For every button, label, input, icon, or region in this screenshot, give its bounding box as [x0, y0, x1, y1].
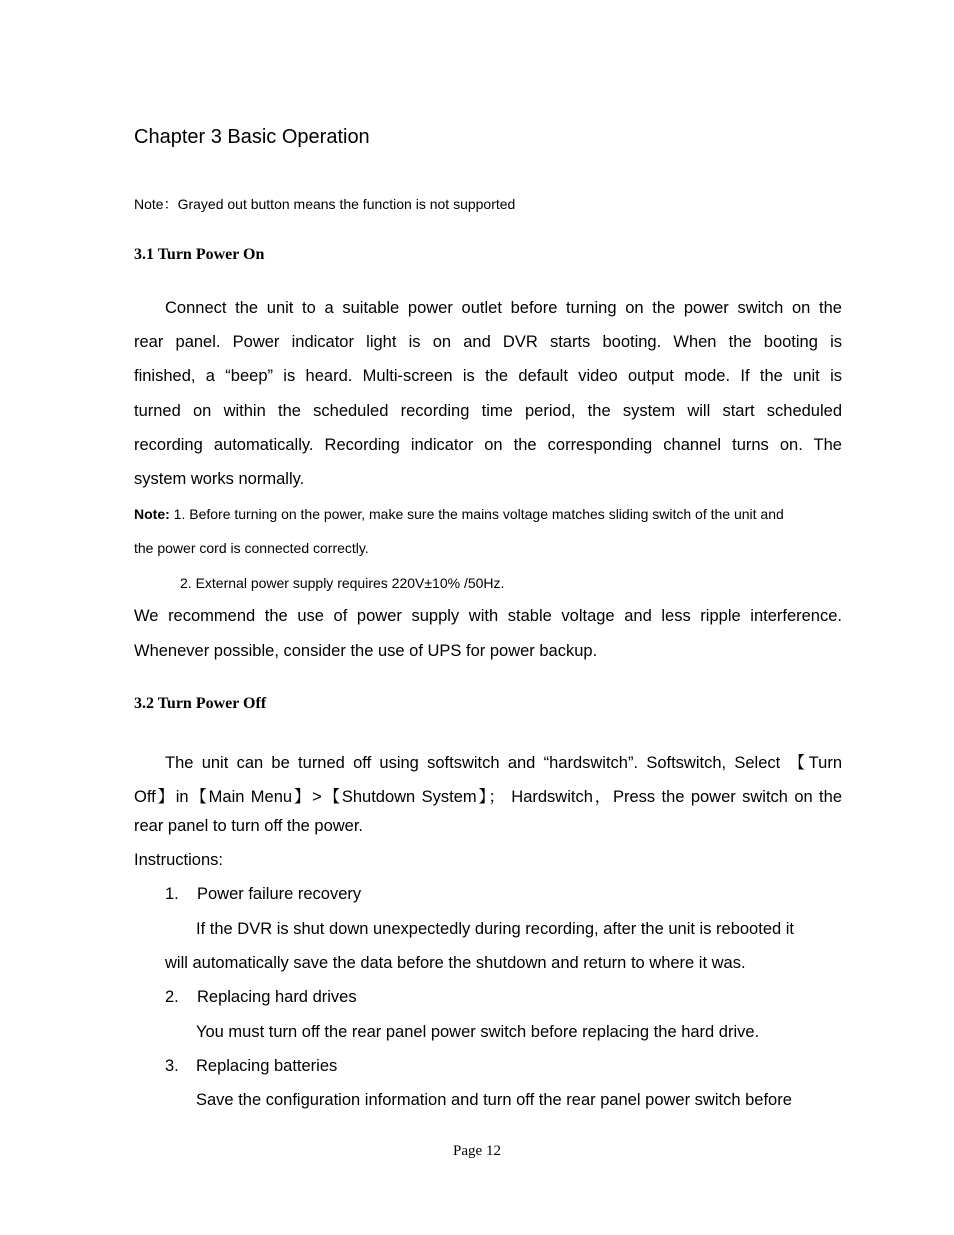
- section-heading-3-1: 3.1 Turn Power On: [134, 246, 265, 263]
- paragraph-line: Connect the unit to a suitable power outlet before turning on the power switch on the: [165, 299, 842, 317]
- paragraph-line: system works normally.: [134, 470, 305, 488]
- paragraph-line: turned on within the scheduled recording time period, the system will start scheduled: [134, 402, 842, 420]
- recommend-line: Whenever possible, consider the use of UPS for power backup.: [134, 642, 598, 660]
- list-item-body: If the DVR is shut down unexpectedly during recording, after the unit is rebooted it: [196, 920, 795, 938]
- page-number: Page 12: [453, 1143, 501, 1159]
- instructions-label: Instructions:: [134, 851, 223, 869]
- top-note: Note：Grayed out button means the function is not supported: [134, 196, 516, 212]
- paragraph-line: Off】in【Main Menu】>【Shutdown System】； Hardswitch，Press the power switch on the: [134, 788, 842, 806]
- list-item-title: Power failure recovery: [197, 885, 362, 903]
- paragraph-line: rear panel to turn off the power.: [134, 817, 364, 835]
- list-item-number: 1.: [165, 885, 179, 903]
- paragraph-line: finished, a “beep” is heard. Multi-screen is the default video output mode. If the unit is: [134, 367, 842, 385]
- section-heading-3-2: 3.2 Turn Power Off: [134, 695, 267, 712]
- recommend-line: We recommend the use of power supply with stable voltage and less ripple interference.: [134, 607, 842, 625]
- list-item-body: will automatically save the data before the shutdown and return to where it was.: [165, 954, 746, 972]
- power-note-2: 2. External power supply requires 220V±10% /50Hz.: [180, 575, 505, 591]
- list-item-number: 3.: [165, 1057, 179, 1075]
- paragraph-line: recording automatically. Recording indicator on the corresponding channel turns on. The: [134, 436, 842, 454]
- paragraph-line: rear panel. Power indicator light is on and DVR starts booting. When the booting is: [134, 333, 842, 351]
- list-item-body: You must turn off the rear panel power switch before replacing the hard drive.: [196, 1023, 760, 1041]
- list-item-body: Save the configuration information and turn off the rear panel power switch before: [196, 1091, 792, 1109]
- power-note-1-continued: the power cord is connected correctly.: [134, 540, 369, 556]
- list-item-title: Replacing batteries: [196, 1057, 338, 1075]
- list-item-title: Replacing hard drives: [197, 988, 357, 1006]
- paragraph-line: The unit can be turned off using softswitch and “hardswitch”. Softswitch, Select 【Turn: [165, 754, 842, 772]
- power-note-1: [134, 506, 784, 522]
- note-1-text: 1. Before turning on the power, make sure the mains voltage matches sliding switch of the unit and: [169, 506, 784, 522]
- list-item-number: 2.: [165, 988, 179, 1006]
- note-label: Note:: [134, 506, 170, 522]
- chapter-title: Chapter 3 Basic Operation: [134, 126, 370, 148]
